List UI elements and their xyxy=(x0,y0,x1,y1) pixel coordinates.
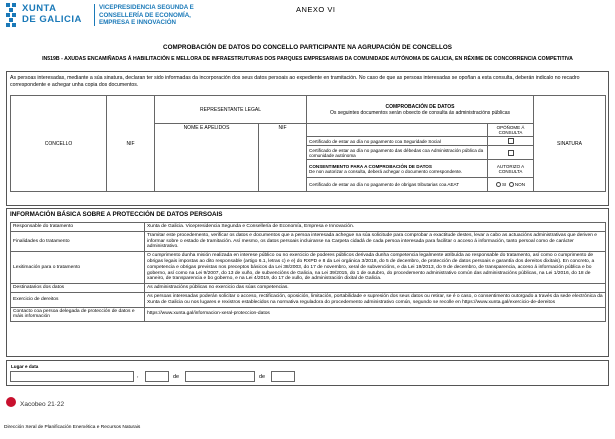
year-field[interactable] xyxy=(271,371,295,382)
representante-header: REPRESENTANTE LEGAL xyxy=(155,96,307,124)
comprobacion-header: COMPROBACIÓN DE DATOS Os seguintes documentos serán obxecto de consulta ás administracións públicas xyxy=(307,96,534,124)
oponome-checkbox-2[interactable] xyxy=(508,150,514,156)
intro-text: As persoas interesadas, mediante a súa sinatura, declaran ter sido informadas da incorporación dos seus datos persoais ao expediente en tramitación. No caso de que as persoas interesadas se opoñan a esta consulta, deberán indicalo no recadro correspondente e achegar unha copia dos documentos. xyxy=(10,75,580,88)
place-date-label: Lugar e data xyxy=(11,364,39,369)
page-title: COMPROBACIÓN DE DATOS DO CONCELLO PARTICIPANTE NA AGRUPACIÓN DE CONCELLOS xyxy=(163,44,452,51)
info-value: As persoas interesadas poderán solicitar o acceso, rectificación, oposición, limitación, portabilidade e supresión dos seus datos ou retirar, se é o caso, o consentimento outorgado a través da sede electrónica da Xunta de Galicia ou nos lugares e rexistros establecidos na normativa reguladora do procedemento administrativo común, segundo se recolle en https://www.xunta.gal/exercicio-de-dereitos xyxy=(145,292,606,307)
document-header xyxy=(6,3,609,29)
xunta-logo-icon xyxy=(6,3,18,27)
place-field[interactable] xyxy=(10,371,134,382)
autorizo-si-radio[interactable] xyxy=(496,182,501,187)
data-protection-title: INFORMACIÓN BÁSICA SOBRE A PROTECCIÓN DE DATOS PERSOAIS xyxy=(10,211,223,218)
info-label: Finalidades do tratamento xyxy=(11,231,145,251)
cert-seguridade-social: Certificado de estar ao día no pagamento coa Seguridade Social xyxy=(307,137,488,146)
xacobeo-label: Xacobeo 21·22 xyxy=(20,401,65,408)
cert-aeat: Certificado de estar ao día no pagamento de obrigas tributarias coa AEAT xyxy=(307,178,488,192)
department-name: VICEPRESIDENCIA SEGUNDA E CONSELLERÍA DE ECONOMÍA, EMPRESA E INNOVACIÓN xyxy=(99,4,194,26)
data-protection-table xyxy=(10,222,606,322)
autorizo-header: AUTORIZO A CONSULTA xyxy=(488,160,534,178)
sinatura-header: SINATURA xyxy=(534,96,606,192)
annex-label: ANEXO VI xyxy=(296,5,336,14)
nome-header: NOME E APELIDOS xyxy=(155,124,259,192)
nif2-header: NIF xyxy=(259,124,307,192)
logo-text: XUNTA DE GALICIA xyxy=(22,3,82,25)
xacobeo-logo-icon xyxy=(6,397,16,407)
info-label: Responsable do tratamento xyxy=(11,223,145,232)
nif-header: NIF xyxy=(107,96,155,192)
municipality-table: CONCELLO NIF REPRESENTANTE LEGAL COMPROBACIÓN DE DATOS Os seguintes documentos serán obxecto de consulta ás administracións públicas SINATURA NOME E APELIDOS NIF OPÓÑOME Á CONSULTA Certificado de estar ao día no pagamento coa Seguridade Social Certificado de estar ao día no pagamento das débedas coa Administración pública da comunidade autónoma CONSENTIMENTO PARA A COMPROBACIÓN DE DATOS De non autorizar a consulta, deberá achegar o documento correspondente. AUTORIZO A CONSULTA Certificado de estar ao día no pagamento de obrigas tributarias coa AEAT SI NON xyxy=(10,95,606,192)
concello-header: CONCELLO xyxy=(11,96,107,192)
info-value: As administracións públicas no exercicio das súas competencias. xyxy=(145,284,606,293)
logo-divider xyxy=(94,4,95,26)
day-field[interactable] xyxy=(145,371,169,382)
month-field[interactable] xyxy=(185,371,255,382)
info-value: Xunta de Galicia. Vicepresidencia Segunda e Consellería de Economía, Empresa e Innovación. xyxy=(145,223,606,232)
oponome-checkbox-1[interactable] xyxy=(508,138,514,144)
info-value: O cumprimento dunha misión realizada en interese público ou no exercicio de poderes públicos derivada dunha competencia legalmente atribuída ao responsable do tratamento, así como o cumprimento de obrigas legais impostas ao dito responsable (artigo 6.1, letras c) e e) do RXPD e 8 da Lei orgánica 3/2018, do 5 de decembro, de protección de datos persoais e garantía dos dereitos dixitais). En concreto, a competencia e obrigas previstas nos preceptos básicos da Lei 38/2003, do 17 de novembro, xeral de subvencións, e da Lei 19/2013, do 9 de decembro, de transparencia, acceso á información pública e bo goberno, así como na Lei 9/2007, do 13 de xuño, de subvencións de Galicia, na Lei 39/2015, do 1 de outubro, do procedemento administrativo común das administracións públicas, na Lei 1/2016, do 18 de xaneiro, de transparencia e bo goberno, e na Lei 4/2019, do 17 de xullo, de administración dixital de Galicia. xyxy=(145,252,606,284)
autorizo-non-radio[interactable] xyxy=(509,182,514,187)
info-label: Exercicio de dereitos xyxy=(11,292,145,307)
consentimento-cell: CONSENTIMENTO PARA A COMPROBACIÓN DE DATOS De non autorizar a consulta, deberá achegar o documento correspondente. xyxy=(307,160,488,178)
info-label: Destinatarios dos datos xyxy=(11,284,145,293)
oponome-header: OPÓÑOME Á CONSULTA xyxy=(488,124,534,137)
footer-text: Dirección Xeral de Planificación Enerxética e Recursos Naturais xyxy=(4,425,141,430)
info-value: Tramitar este procedemento, verificar os datos e documentos que a persoa interesada achegue na súa solicitude para comprobar a exactitude destes, levar a cabo as actuacións administrativas que deriven e informar sobre o estado de tramitación. Así mesmo, os datos persoais incluiranse na Carpeta cidadá de cada persoa interesada para facilitar o acceso á información, tanto persoal como de carácter administrativo. xyxy=(145,231,606,251)
page-subtitle: IN519B - AXUDAS ENCAMIÑADAS Á HABILITACIÓN E MELLORA DE INFRAESTRUTURAS DOS PARQUES EMPRESARIAIS DA COMUNIDADE AUTÓNOMA DE GALICIA, EN RÉXIME DE CONCORRENCIA COMPETITIVA xyxy=(42,56,573,62)
info-label: Contacto coa persoa delegada de protección de datos e máis información xyxy=(11,307,145,322)
info-value: https://www.xunta.gal/informacion-xeral-proteccion-datos xyxy=(145,307,606,322)
de-label-1: de xyxy=(173,374,180,380)
de-label-2: de xyxy=(259,374,266,380)
info-label: Lexitimación para o tratamento xyxy=(11,252,145,284)
cert-administracion: Certificado de estar ao día no pagamento das débedas coa Administración pública da comunidade autónoma xyxy=(307,146,488,160)
